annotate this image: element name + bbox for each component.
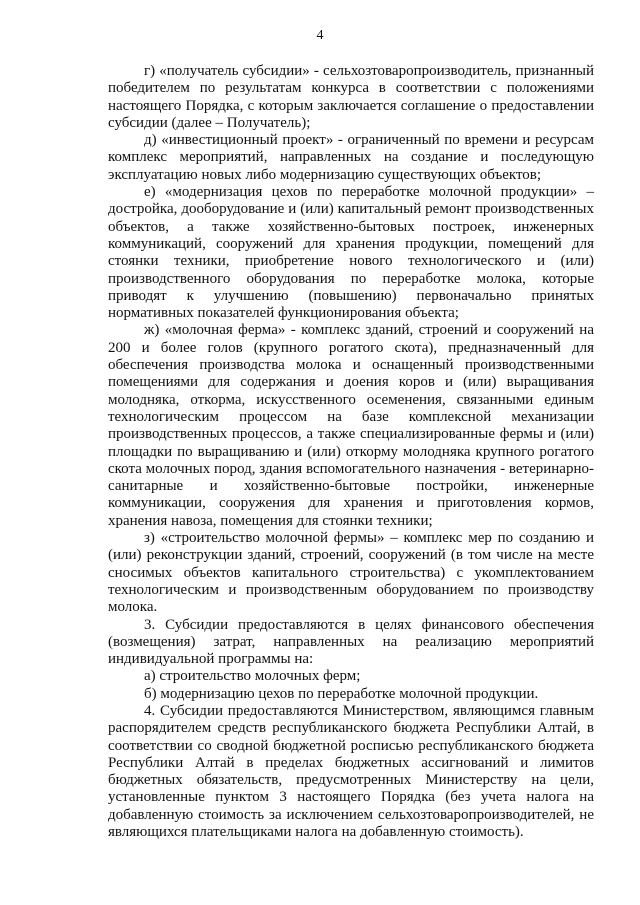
paragraph-modernization-definition: е) «модернизация цехов по переработке молочной продукции» – достройка, дооборудование и (или) капитальный ремонт производственных объектов, а также хозяйственно-бытовых построек, инженерных коммуникаций, сооружений для хранения продукции, помещений для стоянки техники, приобретение нового технологического и (или) производственного оборудования по переработке молока, которые приводят к улучшению (повышению) первоначально принятых нормативных показателей функционирования объекта;: [108, 184, 594, 322]
paragraph-investment-project-definition: д) «инвестиционный проект» - ограниченный по времени и ресурсам комплекс мероприятий, направленных на создание и последующую эксплуатацию новых либо модернизацию существующих объектов;: [108, 132, 594, 183]
paragraph-farm-construction-definition: з) «строительство молочной фермы» – комплекс мер по созданию и (или) реконструкции зданий, строений, сооружений (в том числе на месте сносимых объектов капитального строительства) с укомплектованием технологическим и производственным оборудованием по производству молока.: [108, 530, 594, 616]
paragraph-subsidy-purpose: 3. Субсидии предоставляются в целях финансового обеспечения (возмещения) затрат, направленных на реализацию мероприятий индивидуальной программы на:: [108, 616, 594, 668]
paragraph-recipient-definition: г) «получатель субсидии» - сельхозтоваропроизводитель, признанный победителем по результатам конкурса в соответствии с положениями настоящего Порядка, с которым заключается соглашение о предоставлении субсидии (далее – Получатель);: [108, 63, 594, 131]
document-body: [108, 63, 594, 841]
list-item-workshop-modernization: б) модернизацию цехов по переработке молочной продукции.: [144, 685, 539, 702]
paragraph-dairy-farm-definition: ж) «молочная ферма» - комплекс зданий, строений и сооружений на 200 и более голов (крупного рогатого скота), предназначенный для обеспечения производства молока и оснащенный производственными помещениями для содержания и доения коров и (или) выращивания молодняка, откорма, искусственного осеменения, связанными единым технологическим процессом на базе комплексной механизации производственных процессов, а также специализированные фермы и (или) площадки по выращиванию и (или) откорму молодняка крупного рогатого скота молочных пород, здания вспомогательного назначения - ветеринарно-санитарные и хозяйственно-бытовые постройки, инженерные коммуникации, сооружения для хранения и приготовления кормов, хранения навоза, помещения для стоянки техники;: [108, 322, 594, 529]
list-item-farm-construction: а) строительство молочных ферм;: [144, 668, 361, 685]
page-number: 4: [316, 28, 324, 43]
paragraph-subsidy-provider: 4. Субсидии предоставляются Министерством, являющимся главным распорядителем средств республиканского бюджета Республики Алтай, в соответствии со сводной бюджетной росписью республиканского бюджета Республики Алтай в пределах бюджетных ассигнований и лимитов бюджетных обязательств, предусмотренных Министерству на цели, установленные пунктом 3 настоящего Порядка (без учета налога на добавленную стоимость за исключением сельхозтоваропроизводителей, не являющихся плательщиками налога на добавленную стоимость).: [108, 702, 594, 841]
